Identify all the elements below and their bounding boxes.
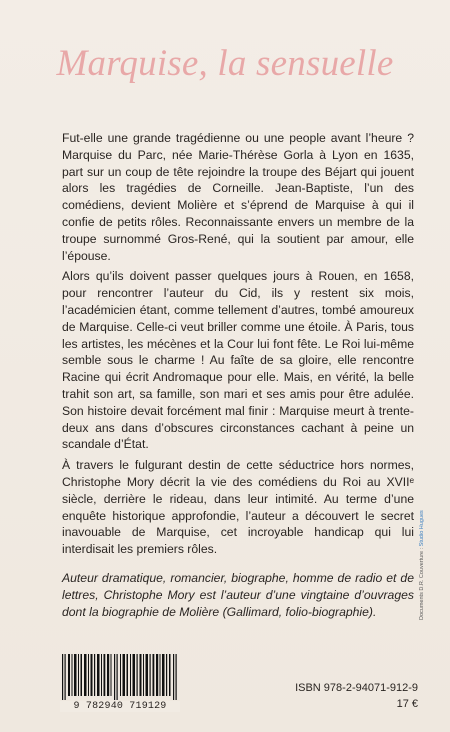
isbn: ISBN 978-2-94071-912-9 [295,682,418,694]
credits-studio: Studio Hugues [419,510,425,547]
blurb-paragraph-2: Alors qu’ils doivent passer quelques jours à Rouen, en 1658, pour rencontrer l’auteur du Cid, ils y restent six mois, l’académicien étant, comme tellement d’autres, tombé amoureux de Marquise. Celle-ci veut briller comme une étoile. À Paris, tous les artistes, les mécènes et la Cour lui font fête. Le Roi lui-même semble sous le charme ! Au faîte de sa gloire, elle rencontre Racine qui écrit Andromaque pour elle. Mais, en vérité, la belle trahit son art, sa famille, son mari et ses amis pour être adulée. Son histoire devait forcément mal finir : Marquise meurt à trente-deux ans dans d’obscures circonstances cachant à peine un scandale d’État. [62,269,414,452]
blurb-paragraph-3: À travers le fulgurant destin de cette séductrice hors normes, Christophe Mory décrit la vie des comédiens du Roi au XVIIᵉ siècle, derrière le rideau, dans leur intimité. Au terme d’une enquête historique approfondie, l’auteur a découvert le secret inavouable de Marquise, cet incroyable handicap qui lui interdisait les premiers rôles. [62,458,414,557]
blurb [62,130,414,624]
barcode-icon [60,654,180,702]
cover-credits [419,510,425,620]
credits-text: Documents D.R. Couverture : [419,547,425,620]
author-bio: Auteur dramatique, romancier, biographe, homme de radio et de lettres, Christophe Mory est l’auteur d’une vingtaine d’ouvrages dont la biographie de Molière (Gallimard, folio-biographie). [62,570,414,619]
blurb-paragraph-1: Fut-elle une grande tragédienne ou une people avant l’heure ? Marquise du Parc, née Marie-Thérèse Gorla à Lyon en 1635, part sur un coup de tête rejoindre la troupe des Béjart qui jouent alors les tragédies de Corneille. Jean-Baptiste, l’un des comédiens, devient Molière et s’éprend de Marquise à qui il confie de petits rôles. Reconnaissante envers un membre de la troupe surnommé Gros-René, qui la soutient par amour, elle l’épouse. [62,131,414,263]
book-title: Marquise, la sensuelle [56,43,394,84]
barcode-digits: 9 782940 719129 [60,701,180,712]
price: 17 € [396,698,418,710]
barcode [60,654,180,724]
